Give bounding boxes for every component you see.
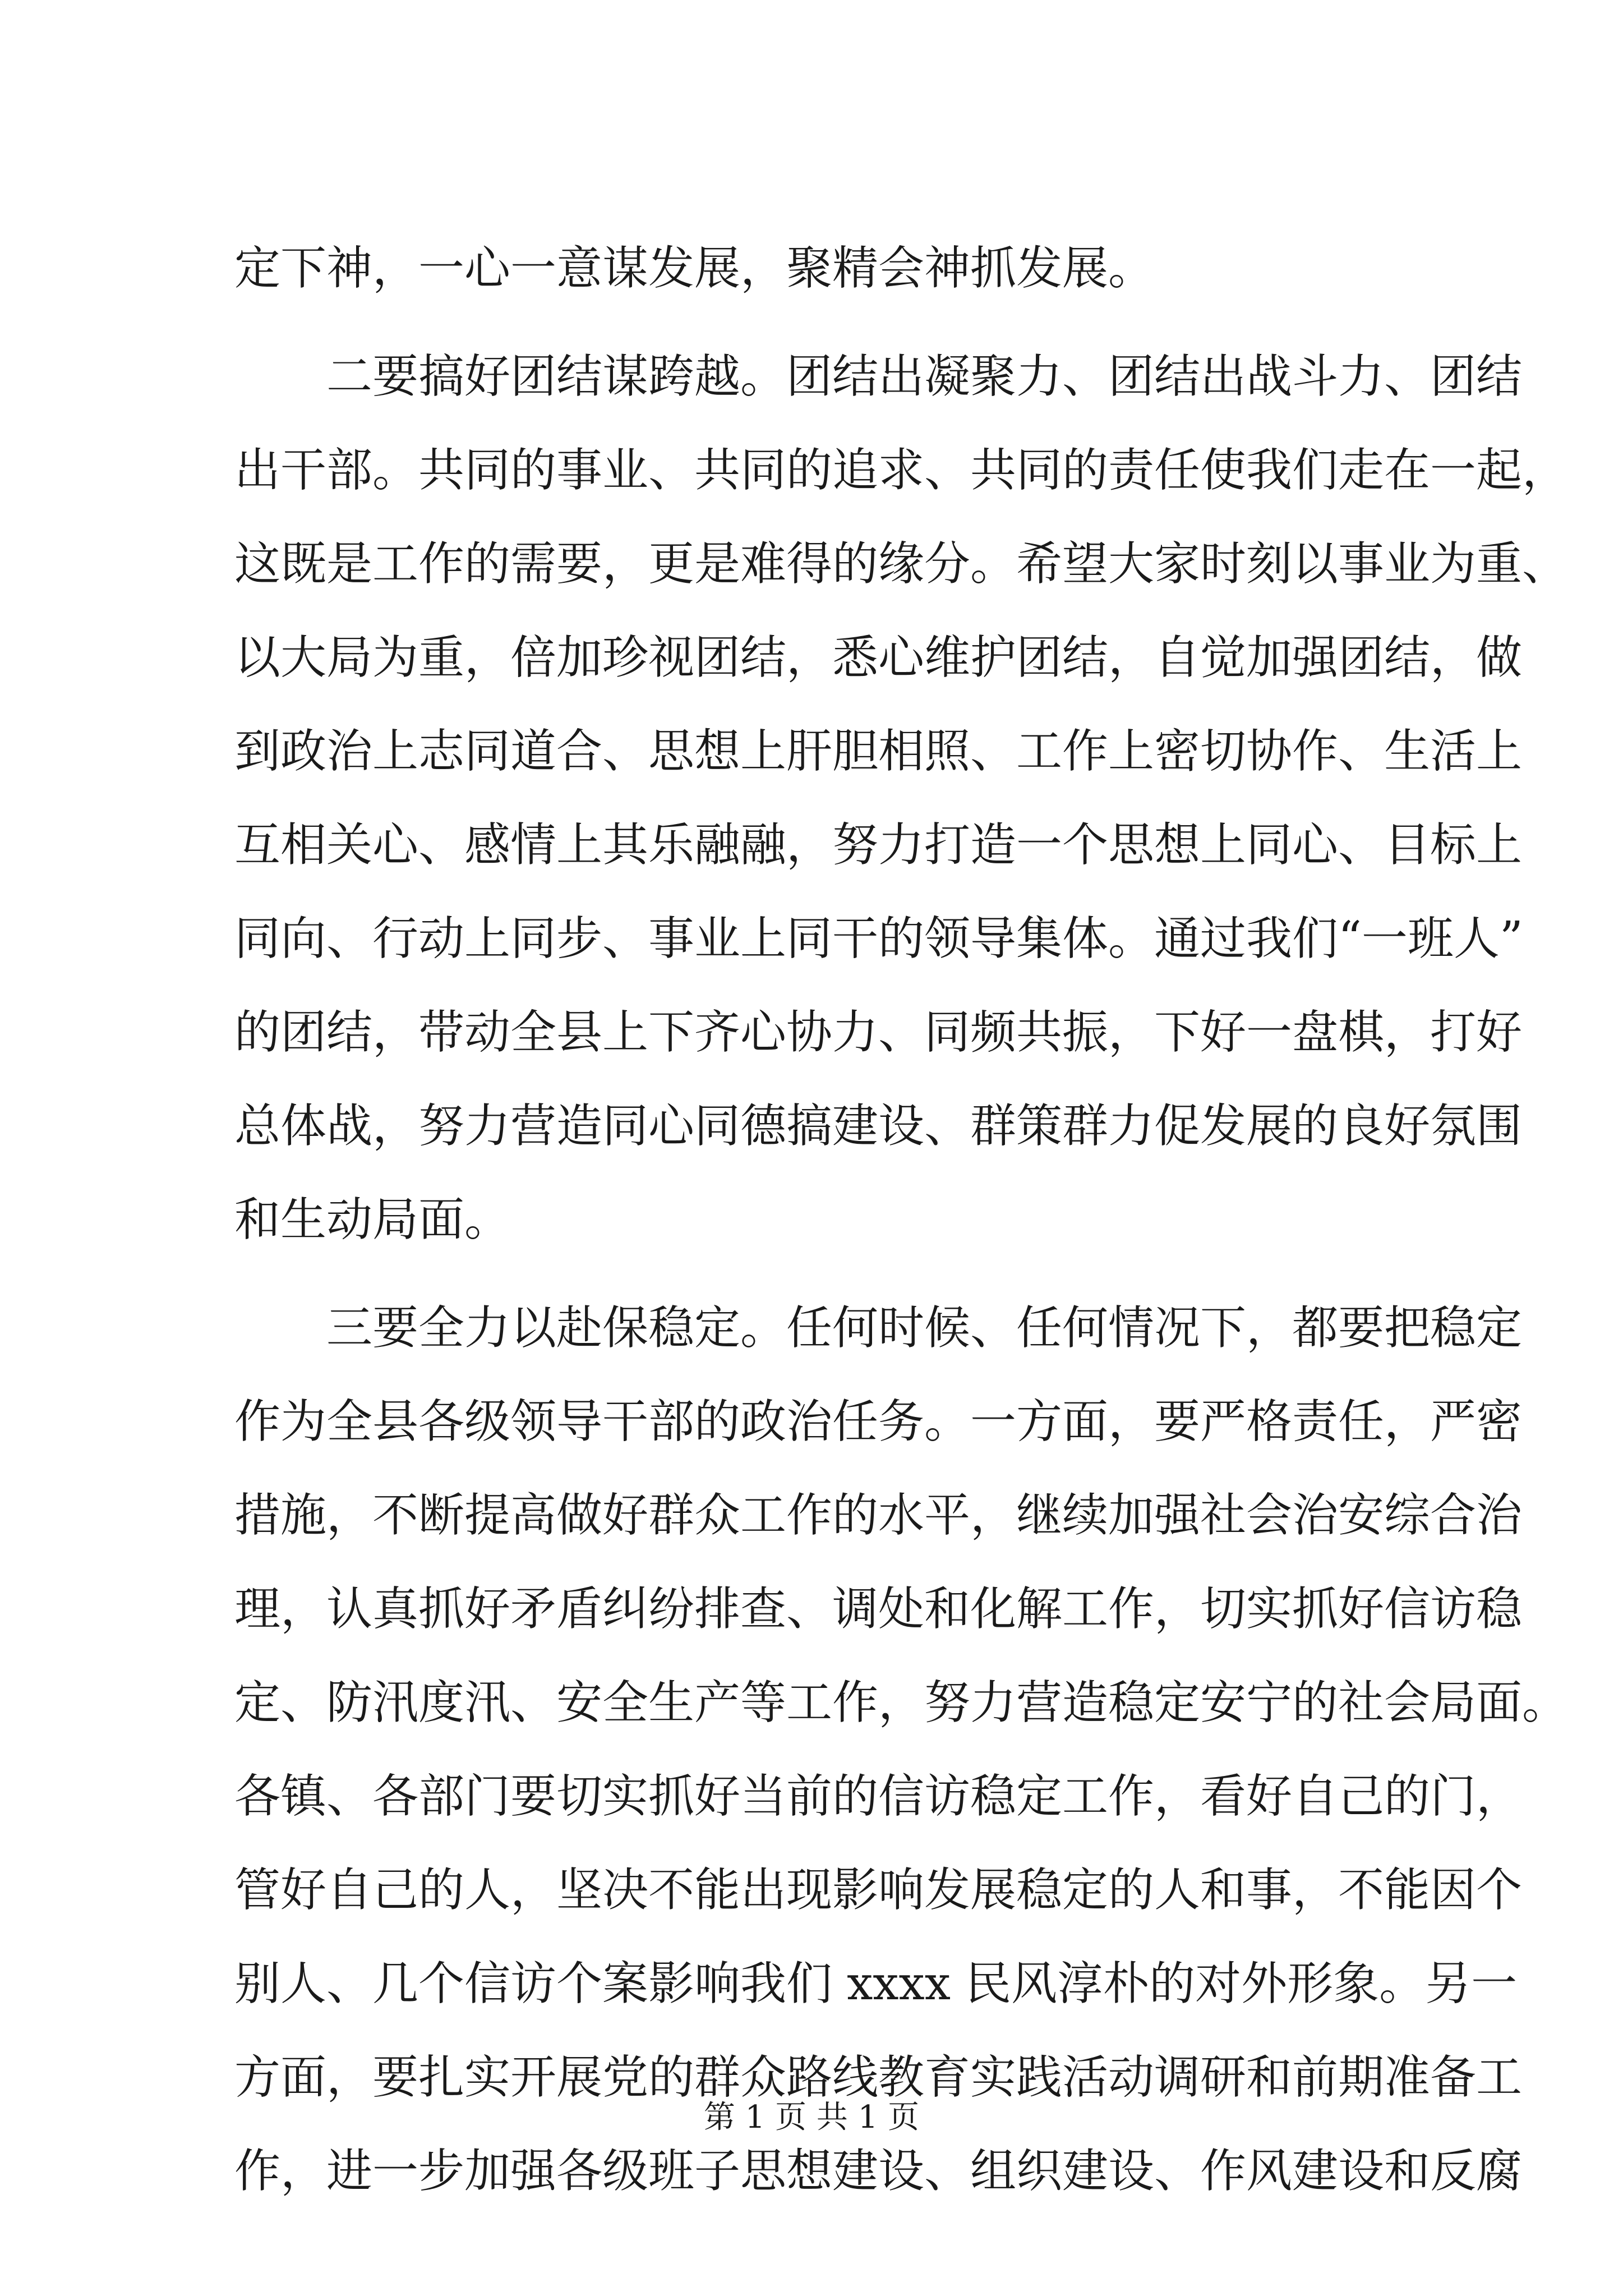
paragraph-line: 方面，要扎实开展党的群众路线教育实践活动调研和前期准备工 [234,2051,1523,2104]
paragraph-line: 定下神，一心一意谋发展，聚精会神抓发展。 [234,242,1155,295]
paragraph-line: 三要全力以赴保稳定。任何时候、任何情况下，都要把稳定 [234,1301,1523,1355]
paragraph-line: 各镇、各部门要切实抓好当前的信访稳定工作，看好自己的门， [234,1770,1523,1823]
paragraph-line: 出干部。共同的事业、共同的追求、共同的责任使我们走在一起， [234,444,1569,497]
page-footer: 第 1 页 共 1 页 [703,2099,920,2136]
document-body [234,222,1569,2218]
paragraph-line: 别人、几个信访个案影响我们 xxxx 民风淳朴的对外形象。另一 [234,1957,1518,2010]
paragraph-line: 总体战，努力营造同心同德搞建设、群策群力促发展的良好氛围 [234,1099,1523,1153]
paragraph-line: 和生动局面。 [234,1193,511,1246]
paragraph-line: 这既是工作的需要，更是难得的缘分。希望大家时刻以事业为重、 [234,537,1569,591]
paragraph-gap [234,315,1435,330]
paragraph-line: 理，认真抓好矛盾纠纷排查、调处和化解工作，切实抓好信访稳 [234,1582,1523,1636]
paragraph-line: 二要搞好团结谋跨越。团结出凝聚力、团结出战斗力、团结 [234,350,1523,403]
paragraph-line: 的团结，带动全县上下齐心协力、同频共振，下好一盘棋，打好 [234,1006,1523,1059]
paragraph [234,330,1569,1267]
paragraph [234,1281,1569,2218]
paragraph-gap [234,1267,1435,1281]
paragraph-line: 以大局为重，倍加珍视团结，悉心维护团结，自觉加强团结，做 [234,631,1523,684]
paragraph-line: 定、防汛度汛、安全生产等工作，努力营造稳定安宁的社会局面。 [234,1676,1569,1729]
paragraph [234,222,1435,315]
paragraph-line: 措施，不断提高做好群众工作的水平，继续加强社会治安综合治 [234,1489,1523,1542]
paragraph-line: 管好自己的人，坚决不能出现影响发展稳定的人和事，不能因个 [234,1864,1523,1917]
paragraph-line: 互相关心、感情上其乐融融，努力打造一个思想上同心、目标上 [234,818,1523,872]
paragraph-line: 到政治上志同道合、思想上肝胆相照、工作上密切协作、生活上 [234,725,1523,778]
paragraph-line: 作，进一步加强各级班子思想建设、组织建设、作风建设和反腐 [234,2145,1523,2198]
paragraph-line: 作为全县各级领导干部的政治任务。一方面，要严格责任，严密 [234,1395,1523,1448]
paragraph-line: 同向、行动上同步、事业上同干的领导集体。通过我们“一班人” [234,912,1523,965]
